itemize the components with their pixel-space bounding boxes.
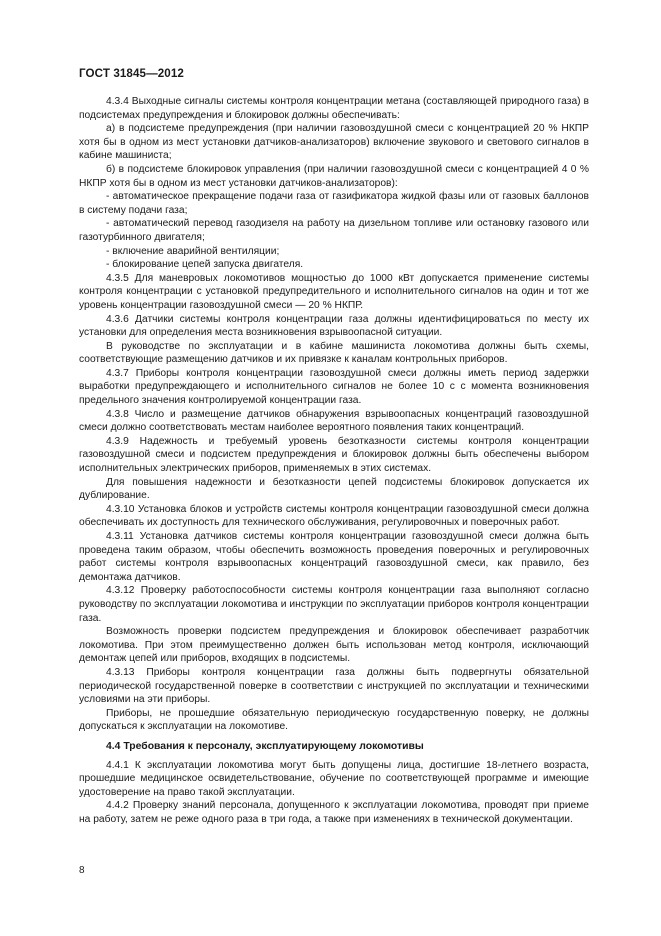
page-number: 8 bbox=[79, 865, 85, 876]
paragraph-item-b: б) в подсистеме блокировок управления (при наличии газовоздушной смеси с концентрацией 4 0 % НКПР хотя бы в одном из мест установки датчиков-анализаторов): bbox=[79, 163, 589, 189]
list-item: - автоматическое прекращение подачи газа от газификатора жидкой фазы или от газовых баллонов в систему подачи газа; bbox=[79, 191, 589, 216]
list-item: - включение аварийной вентиляции; bbox=[106, 245, 280, 257]
paragraph-4-3-9: 4.3.9 Надежность и требуемый уровень безотказности системы контроля концентрации газовоздушной смеси и подсистем предупреждения и блокировок должны быть обеспечены выбором исполнительных электрических приборов, применяемых в этих системах. bbox=[79, 435, 589, 475]
paragraph-4-4-1: 4.4.1 К эксплуатации локомотива могут быть допущены лица, достигшие 18-летнего возраста, прошедшие медицинское освидетельствование, обучение по соответствующей программе и имеющие удостоверение на право такой эксплуатации. bbox=[79, 759, 589, 798]
paragraph-4-3-6: 4.3.6 Датчики системы контроля концентрации газа должны идентифицироваться по месту их установки для определения места возникновения взрывоопасной ситуации. bbox=[79, 313, 589, 339]
document-header: ГОСТ 31845—2012 bbox=[79, 67, 184, 80]
paragraph-4-3-4: 4.3.4 Выходные сигналы системы контроля концентрации метана (составляющей природного газа) в подсистемах предупреждения и блокировок должны обеспечивать: bbox=[79, 96, 589, 121]
paragraph-4-4-2: 4.4.2 Проверку знаний персонала, допущенного к эксплуатации локомотива, проводят при приеме на работу, затем не реже одного раза в три года, а также при изменениях в технической документации. bbox=[79, 800, 589, 825]
list-item: - блокирование цепей запуска двигателя. bbox=[106, 259, 304, 271]
paragraph-item-a: а) в подсистеме предупреждения (при наличии газовоздушной смеси с концентрацией 20 % НКПР хотя бы в одном из мест установки датчиков-анализаторов) включение звукового и светового сигналов в кабине машиниста; bbox=[79, 123, 589, 162]
paragraph-4-3-7: 4.3.7 Приборы контроля концентрации газовоздушной смеси должны иметь период задержки выработки предупреждающего и исполнительного сигналов не более 10 с с момента возникновения предельного значения контролируемой концентрации газа. bbox=[79, 367, 589, 407]
paragraph: Приборы, не прошедшие обязательную периодическую государственную поверку, не должны допускаться к эксплуатации на локомотиве. bbox=[79, 707, 589, 733]
paragraph: Возможность проверки подсистем предупреждения и блокировок обеспечивает разработчик локомотива. При этом преимущественно должен быть использован метод контроля, исключающий демонтаж цепей или приборов, входящих в подсистемы. bbox=[79, 626, 589, 665]
paragraph: В руководстве по эксплуатации и в кабине машиниста локомотива должны быть схемы, соответствующие размещению датчиков и их привязке к каналам контрольных приборов. bbox=[79, 340, 589, 366]
paragraph-4-3-11: 4.3.11 Установка датчиков системы контроля концентрации газовоздушной смеси должна быть проведена таким образом, чтобы обеспечить возможность проведения поверочных и регулировочных работ системы контроля взрывоопасных концентраций газовоздушной смеси, как правило, без демонтажа датчиков. bbox=[79, 531, 589, 583]
paragraph: Для повышения надежности и безотказности цепей подсистемы блокировок допускается их дублирование. bbox=[79, 476, 589, 502]
paragraph-4-3-12: 4.3.12 Проверку работоспособности системы контроля концентрации газа выполняют согласно руководству по эксплуатации локомотива и инструкции по эксплуатации приборов контроля концентрации газа. bbox=[79, 585, 589, 624]
paragraph-4-3-10: 4.3.10 Установка блоков и устройств системы контроля концентрации газовоздушной смеси должна обеспечивать их доступность для технического обслуживания, регулировочных и поверочных работ. bbox=[79, 503, 589, 529]
paragraph-4-3-5: 4.3.5 Для маневровых локомотивов мощностью до 1000 кВт допускается применение системы контроля концентрации с установкой предупредительного и исполнительного сигналов на один и тот же уровень концентрации газовоздушной смеси — 20 % НКПР. bbox=[79, 272, 589, 311]
list-item: - автоматический перевод газодизеля на работу на дизельном топливе или остановку газового или газотурбинного двигателя; bbox=[79, 218, 589, 243]
paragraph-4-3-13: 4.3.13 Приборы контроля концентрации газа должны быть подвергнуты обязательной периодической государственной поверке в соответствии с инструкцией по эксплуатации и техническими условиями на эти приборы. bbox=[79, 666, 589, 706]
section-title-4-4: 4.4 Требования к персоналу, эксплуатирующему локомотивы bbox=[106, 740, 424, 752]
document-body bbox=[79, 95, 589, 826]
paragraph-4-3-8: 4.3.8 Число и размещение датчиков обнаружения взрывоопасных концентраций газовоздушной смеси должно соответствовать местам наиболее вероятного появления таких концентраций. bbox=[79, 408, 589, 434]
